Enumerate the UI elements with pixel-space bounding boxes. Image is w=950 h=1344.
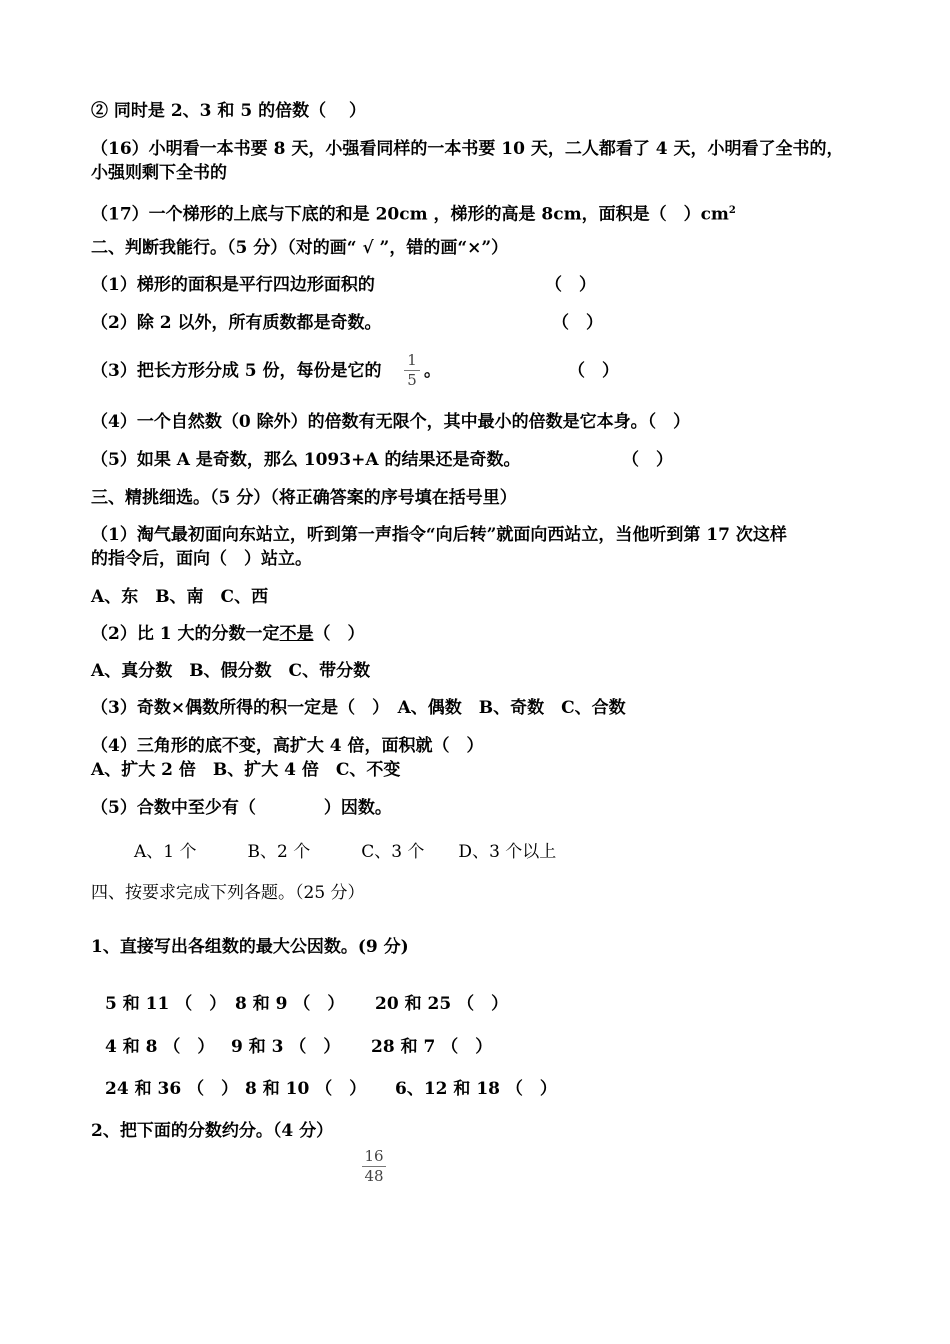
fraction-16-48 [362,1148,386,1185]
fraction-denominator: 48 [364,1167,384,1185]
judge-3-period: 。 [424,361,441,381]
judge-3-answer: （ ） [568,361,619,381]
question-16-line1: （16）小明看一本书要 8 天，小强看同样的一本书要 10 天，二人都看了 4 天，小明看了全书的， [91,139,844,159]
choice-5-options: A、1 个 B、2 个 C、3 个 D、3 个以上 [134,842,557,862]
fraction-numerator: 1 [407,351,417,369]
choice-2 [91,623,365,645]
judge-5-answer: （ ） [622,450,673,470]
choice-4-options: A、扩大 2 倍 B、扩大 4 倍 C、不变 [91,760,401,780]
choice-5: （5）合数中至少有（ ）因数。 [91,798,392,818]
section-3-title: 三、精挑细选。（5 分）（将正确答案的序号填在括号里） [91,488,517,508]
judge-1-answer: （ ） [545,275,596,295]
question-17-text: （17）一个梯形的上底与下底的和是 20cm ，梯形的高是 8cm，面积是（ ）cm [91,204,729,225]
task-1-title: 1、直接写出各组数的最大公因数。(9 分) [91,937,409,957]
gcd-item: 28 和 7 （ ） [371,1037,493,1057]
gcd-item: 8 和 9 （ ） [235,994,345,1014]
gcd-item: 20 和 25 （ ） [375,994,509,1014]
choice-4: （4）三角形的底不变，高扩大 4 倍，面积就（ ） [91,736,484,756]
unit-exponent: 2 [728,205,736,216]
choice-2-text: （2）比 1 大的分数一定 [91,624,280,644]
gcd-item: 8 和 10 （ ） [245,1079,367,1099]
question-17 [91,200,736,226]
question-16-line2: 小强则剩下全书的 [91,163,227,183]
gcd-item: 4 和 8 （ ） [105,1037,215,1057]
judge-2-text: （2）除 2 以外，所有质数都是奇数。 [91,313,382,333]
choice-1-line1: （1）淘气最初面向东站立，听到第一声指令“向后转”就面向西站立，当他听到第 17 次这样 [91,525,787,545]
judge-1 [91,274,375,296]
section-2-title: 二、判断我能行。（5 分）（对的画“ √ ”，错的画“×”） [91,238,509,258]
judge-2-answer: （ ） [552,313,603,333]
gcd-item: 9 和 3 （ ） [231,1037,341,1057]
fraction-denominator: 5 [407,371,417,389]
choice-2-blank: （ ） [313,624,365,644]
gcd-item: 24 和 36 （ ） [105,1079,239,1099]
choice-1-options: A、东 B、南 C、西 [91,587,269,607]
task-2-title: 2、把下面的分数约分。（4 分） [91,1121,334,1141]
judge-4: （4）一个自然数（0 除外）的倍数有无限个，其中最小的倍数是它本身。（ ） [91,412,691,432]
section-4-title: 四、按要求完成下列各题。（25 分） [91,883,365,903]
choice-2-options: A、真分数 B、假分数 C、带分数 [91,661,371,681]
choice-2-underlined: 不是 [279,624,314,644]
question-15-2: ② 同时是 2、3 和 5 的倍数（ ） [91,101,366,121]
gcd-item: 6、12 和 18 （ ） [395,1079,557,1099]
fraction-one-fifth [404,352,420,389]
choice-1-line2: 的指令后，面向（ ）站立。 [91,549,312,569]
judge-3-text: （3）把长方形分成 5 份，每份是它的 [91,361,382,381]
judge-1-text: （1）梯形的面积是平行四边形面积的 [91,275,375,295]
gcd-item: 5 和 11 （ ） [105,994,227,1014]
fraction-numerator: 16 [364,1147,384,1165]
judge-5-text: （5）如果 A 是奇数，那么 1093+A 的结果还是奇数。 [91,450,521,470]
choice-3: （3）奇数×偶数所得的积一定是（ ） A、偶数 B、奇数 C、合数 [91,698,626,718]
